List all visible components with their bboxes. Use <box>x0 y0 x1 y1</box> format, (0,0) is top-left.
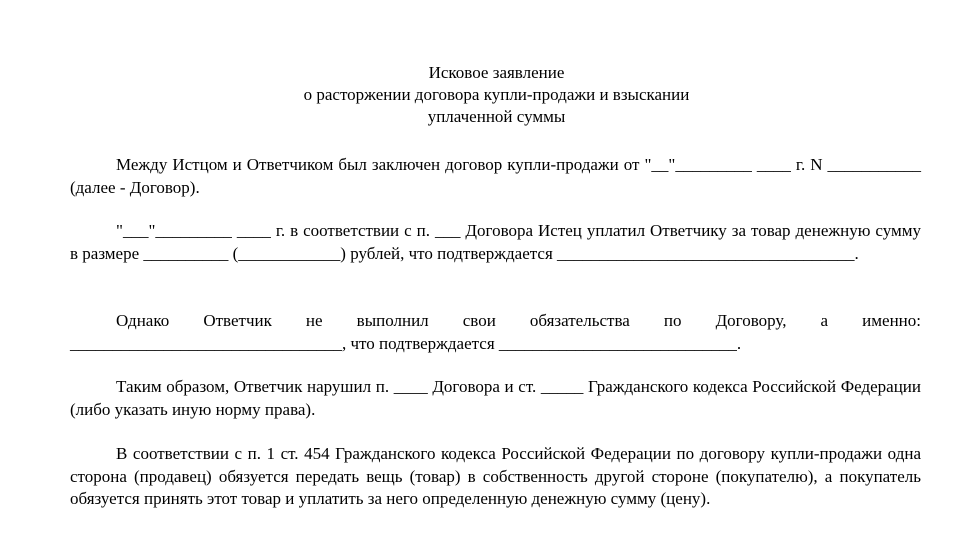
document-title <box>0 62 953 128</box>
title-line-3: уплаченной суммы <box>427 107 566 126</box>
paragraph-contract-concluded: Между Истцом и Ответчиком был заключен договор купли-продажи от "__"_________ ____ г. N ___________ (далее - Договор). <box>70 155 921 197</box>
title-line-1: Исковое заявление <box>428 63 565 82</box>
paragraph-legal-basis: В соответствии с п. 1 ст. 454 Гражданского кодекса Российской Федерации по договору купли-продажи одна сторона (продавец) обязуется передать вещь (товар) в собственность другой стороне (покупателю), а покупатель обязуется принять этот товар и уплатить за него определенную денежную сумму (цену). <box>70 444 921 508</box>
paragraph-payment: "___"_________ ____ г. в соответствии с п. ___ Договора Истец уплатил Ответчику за товар денежную сумму в размере __________ (____________) рублей, что подтверждается ___________________________________. <box>70 221 921 263</box>
paragraph-obligations-breach: Однако Ответчик не выполнил свои обязательства по Договору, а именно: ________________________________, что подтверждается ____________________________. <box>70 311 921 353</box>
title-line-2: о расторжении договора купли-продажи и взыскании <box>303 85 690 104</box>
paragraph-violation: Таким образом, Ответчик нарушил п. ____ Договора и ст. _____ Гражданского кодекса Российской Федерации (либо указать иную норму права). <box>70 377 921 419</box>
